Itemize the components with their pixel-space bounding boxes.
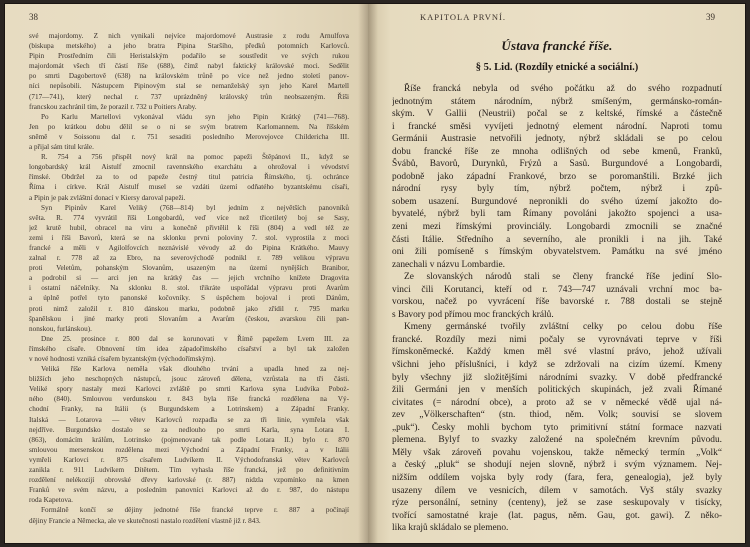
text-line: Měly však zároveň povahu vojenskou, takže německý termín „Volk“	[392, 447, 723, 458]
text-line: své majordomy. Z nich vynikali nejvíce majordomové Austrasie z rodu Arnulfova	[29, 32, 349, 40]
text-line: sobem usazení. Burgundové nepronikli do svého území jakožto do-	[392, 196, 723, 207]
right-page	[368, 4, 745, 543]
text-line: rýze personální, setniny (centeny), jež se zase seskupovaly v tisícky,	[392, 498, 723, 509]
text-line: Švábů, Bavorů, Durynků, Frýzů a Sasů. Burgundové a Longobardi,	[392, 159, 723, 170]
text-line: zanikla r. 911 Ludvíkem Dítětem. Tím vyhasla říše francká, jež po definitivním	[29, 466, 349, 475]
left-page	[5, 4, 368, 543]
text-line: proti Veletům, pohanským Slovanům, usazeným na území nynějších Branibor,	[29, 264, 349, 273]
text-line: všichni jeho příslušníci, i když se zdržovali na cizím území. Kmeny	[392, 360, 723, 371]
gutter-shadow	[368, 4, 378, 543]
text-line: s Bavory pod přímou moc franckých králů.	[392, 309, 554, 320]
page-number: 39	[706, 12, 715, 22]
text-line: Pipin Prostředním čili Heristalským podařilo se soustředit ve svých rukou	[29, 52, 349, 61]
text-line: oni žili pomíseně s římským obyvatelstvem. Památku na své jméno	[392, 247, 723, 258]
text-line: Říše francká nebyla od svého počátku až do svého rozpadnutí	[404, 84, 723, 94]
text-line: civitates (= národní obce), a proto až se v německé vědě ujal ná-	[392, 397, 723, 408]
text-line: i francké směsi vyvíjeti jednotný element národní. Naproti tomu	[392, 121, 723, 132]
text-line: zemi i říši Bavorů, která se na sklonku prvni poloviny 7. stol. vyprostila z moci	[29, 233, 349, 242]
text-line: nejdříve. Burgundsko dostalo se za nedlouho po smrti Karla, syna Lotara I.	[29, 425, 349, 434]
text-line: nonskou, furlánskou).	[29, 324, 92, 333]
text-line: Franků ve svém názvu, a posledním panovníci Karlovci až do r. 987, do nástupu	[29, 486, 349, 495]
text-line: roda Kapetova.	[29, 496, 73, 505]
text-line: (717—741), který nechal r. 737 uprázdněný královský trůn neobsazeným. Říši	[29, 92, 349, 101]
text-line: a Pipin je pak zvláštní donací v Kiersy daroval papeži.	[29, 193, 186, 202]
text-line: rozdělení nelékozijí obrovské dřevy karlovské (r. 887) nidzla vzpomínko na kmen	[29, 476, 349, 485]
text-line: Veliká říše Karlova neměla však dlouhého trvání a upadla hned za nej-	[41, 365, 349, 374]
text-line: podobně jako západní Frankové, brzo se poromanštili. Brzké jich	[392, 171, 723, 182]
text-line: římské. Obdržel za to od papeže čestný titul patricia Římského, tj. ochránce	[29, 173, 349, 182]
text-line: (biskupa metského) a jeho bratra Pipina Staršího, předků potomních Karlovců.	[29, 42, 349, 51]
text-line: smlouvou mersenskou rozdělena mezi Východní a Západní Franky, a v Itálii	[29, 445, 349, 454]
text-line: Po Karlu Martellovi vykonával vládu syn jeho Pipin Krátký (741—768).	[41, 112, 349, 121]
book-spread	[4, 3, 746, 544]
text-line: francskou zachránil tím, že porazil r. 732 u Poitiers Araby.	[29, 102, 197, 111]
text-line: římskoněmecké. Každý kmen měl své vlastní právo, jehož užívali	[392, 347, 723, 358]
text-line: chodní Franky, na Itálii (s Burgundskem a Lotrinskem) a Západní Franky.	[29, 405, 349, 414]
left-page-body	[29, 31, 349, 526]
text-line: bližších jeho neschopných nástupců, jsouc zároveň dělena, vzrůstala na tři části.	[29, 375, 349, 384]
text-line: španělskou i jiné marky proti Slovanům a Avarům (českou, avarskou čili pan-	[29, 314, 349, 323]
text-line: Říma i církve. Král Aistulf musel se vzdáti území odňatého byzantskému císaři,	[29, 183, 349, 192]
text-line: níci nepůsobili. Nástupcem Pipinovým stal se nemanželský syn jeho Karel Martell	[29, 82, 349, 91]
text-line: vymřeli Karlovci r. 875 císařem Ludvíkem II. Východofranská větev Karlovců	[29, 455, 349, 464]
text-line: ským. V Gallii (Neustrii) počal se z keltské, římské a částečně	[392, 109, 723, 120]
text-line: a úplně potřel tyto panonské kočovníky. S úspěchem bojoval i proti Dánům,	[29, 294, 349, 303]
text-line: proti nimž založil r. 810 dánskou marku, podobně jako zřídil r. 795 marku	[29, 304, 349, 313]
page-number: 38	[29, 12, 38, 22]
text-line: po smrti Dagobertově (638) na královském trůně po více než jedno století panov-	[29, 72, 349, 81]
text-line: lika krajů skládalo se plemeno.	[392, 523, 509, 534]
text-line: byly všechny již složitějšími národními svazky. V době předfrancké	[392, 372, 723, 383]
gutter-shadow	[358, 4, 368, 543]
text-line: žili Germáni jen v menších politických skupinách, jež zvali Římané	[392, 385, 723, 396]
text-line: dějiny Francie a Německa, ale ve skutečnosti nastalo rozdělení vlastně již r. 843.	[29, 516, 261, 525]
text-line: tvořící samostatné kraje (lat. pagus, něm. Gau, got. gawi). Z něko-	[392, 510, 723, 521]
text-line: majordomát všech tří částí říše (688), čímž nabyl faktický královské moci. Sedělit	[29, 62, 349, 71]
chapter-title: Ústava francké říše.	[501, 38, 613, 53]
text-line: plemena. Bylyf to svazky založené na společném krevním původu.	[392, 435, 723, 446]
text-line: R. 754 a 756 přispěl nový král na pomoc papeži Štěpánovi II., když se	[41, 153, 349, 162]
text-line: Dne 25. prosince r. 800 dal se korunovati v Římě papežem Lvem III. za	[41, 334, 349, 343]
text-line: ného (840). Smlouvou verdunskou r. 843 byla říše francká rozdělena na Vý-	[29, 395, 349, 404]
text-line: zev „Völkerschaften“ (stn. thiod, něm. Volk; souvisí se slovem	[392, 410, 723, 421]
text-line: části Itálie. Středního a severního, ale pronikli i na jih. Také	[392, 234, 723, 245]
text-line: Veliké spory nastaly mezi Karlovci zvláště po smrti Karlova syna Ludvíka Poboż-	[29, 385, 349, 394]
text-line: francké a měli v Agilolfovcích neznávislé vévody až do Pipina Krátkého. Mauvy	[29, 243, 349, 252]
text-line: Kmeny germánské tvořily zvláštní celky po celou dobu říše	[404, 322, 723, 333]
section-title: § 5. Lid. (Rozdíly etnické a sociální.)	[475, 62, 639, 73]
text-line: v nové hodnosti vzniká císařem byzantským (východořímským).	[29, 355, 216, 363]
running-head: KAPITOLA PRVNÍ.	[420, 12, 506, 22]
text-line: Syn Pipinův Karel Veliký (768—814) byl jedním z největších panovníků	[41, 203, 349, 212]
text-line: římského císaře. Obnovení tím idea západořímského císařství a byl tak založen	[29, 344, 349, 353]
text-line: zeni mezi římskými provinciály. Longobardi zmocnili se značné	[392, 222, 723, 233]
text-line: Formálně končí se dějiny jednotné říše francké teprve r. 887 a počínají	[41, 506, 349, 515]
text-line: usazeny dílem ve vesnicích, dílem v samotách. Vyš stály svazky	[392, 485, 723, 496]
text-line: nižším oddílem vojska byly rody (fara, fera, genealogia), jež byly	[392, 472, 723, 483]
text-line: jež krutě hubil, obracel na víru a konečně přivtělil k říši (804) a vedl též ze	[29, 223, 349, 232]
text-line: byvatelé, nýbrž byli tam Římany povoláni jakožto spojenci a usa-	[392, 209, 723, 220]
text-line: „puk“). Česky mohli bychom tyto primitivní státní formace nazvati	[392, 422, 723, 433]
text-line: a český „pluk“ se shodují nejen slovně, nýbrž i svým významem. Nej-	[392, 460, 723, 471]
text-line: zalnal r. 778 až za Ebro, na severovýchodě podnikl r. 789 velikou výpravu	[29, 254, 349, 263]
text-line: sněmě v Soissonu dal r. 751 sesaditi posledního Merovejovce Childericha III.	[29, 132, 349, 141]
text-line: Ze slovanských národů stali se členy francké říše jediní Slo-	[404, 272, 723, 283]
text-line: světa. R. 774 vyvrátil říši Longobardů, veď více než třicetiletý boj se Sasy,	[29, 213, 349, 222]
text-line: dobu francké říše ze mnoha odlišných od sebe kmenů, Franků,	[392, 146, 723, 157]
text-line: a podrobil si — arci jen na krátký čas — jejich vrchního knížete Dragovita	[29, 274, 349, 283]
right-page-body	[392, 83, 722, 535]
text-line: národní rysy byly tím, nýbrž počtem, nýbrž i způ-	[392, 184, 723, 195]
text-line: vorskou, načež po vyvrácení říše bavorské r. 788 dostali se stejně	[392, 297, 723, 308]
text-line: i ostatní náčelníky. Na sklonku 8. stol. třikráte uspořádal výpravu proti Avarům	[29, 284, 349, 293]
text-line: Italská — Lotarova — větev Karlovců rozpadla se za tři linie, vymřela však	[29, 415, 349, 424]
text-line: Germánii Austrasie netvořili jednoty, nýbrž skládali se po celou	[392, 134, 723, 145]
text-line: vinci čili Korutanci, kteří od r. 743—747 uznávali vrchní moc ba-	[392, 284, 723, 295]
text-line: jednotným státem národním, nýbrž smíšeným, germánsko-román-	[392, 96, 723, 107]
text-line: (863), domácím králům, Lotrinsko (pojmenované tak podle Lotara II.) bylo r. 870	[29, 435, 349, 444]
text-line: longobardský král Aistulf zmocnil ravennského exarchátu a ohrožoval i vévodství	[29, 163, 349, 172]
text-line: zanechali v názvu Lombardie.	[392, 259, 505, 270]
text-line: francké. Rozdíly mezi nimi počaly se vyrovnávati teprve v říši	[392, 334, 723, 345]
text-line: Jen po krátkou dobu dělil se o ni se svým bratrem Karlomannem. Na říšském	[29, 122, 349, 131]
text-line: a přijal sám titul krále.	[29, 143, 94, 152]
